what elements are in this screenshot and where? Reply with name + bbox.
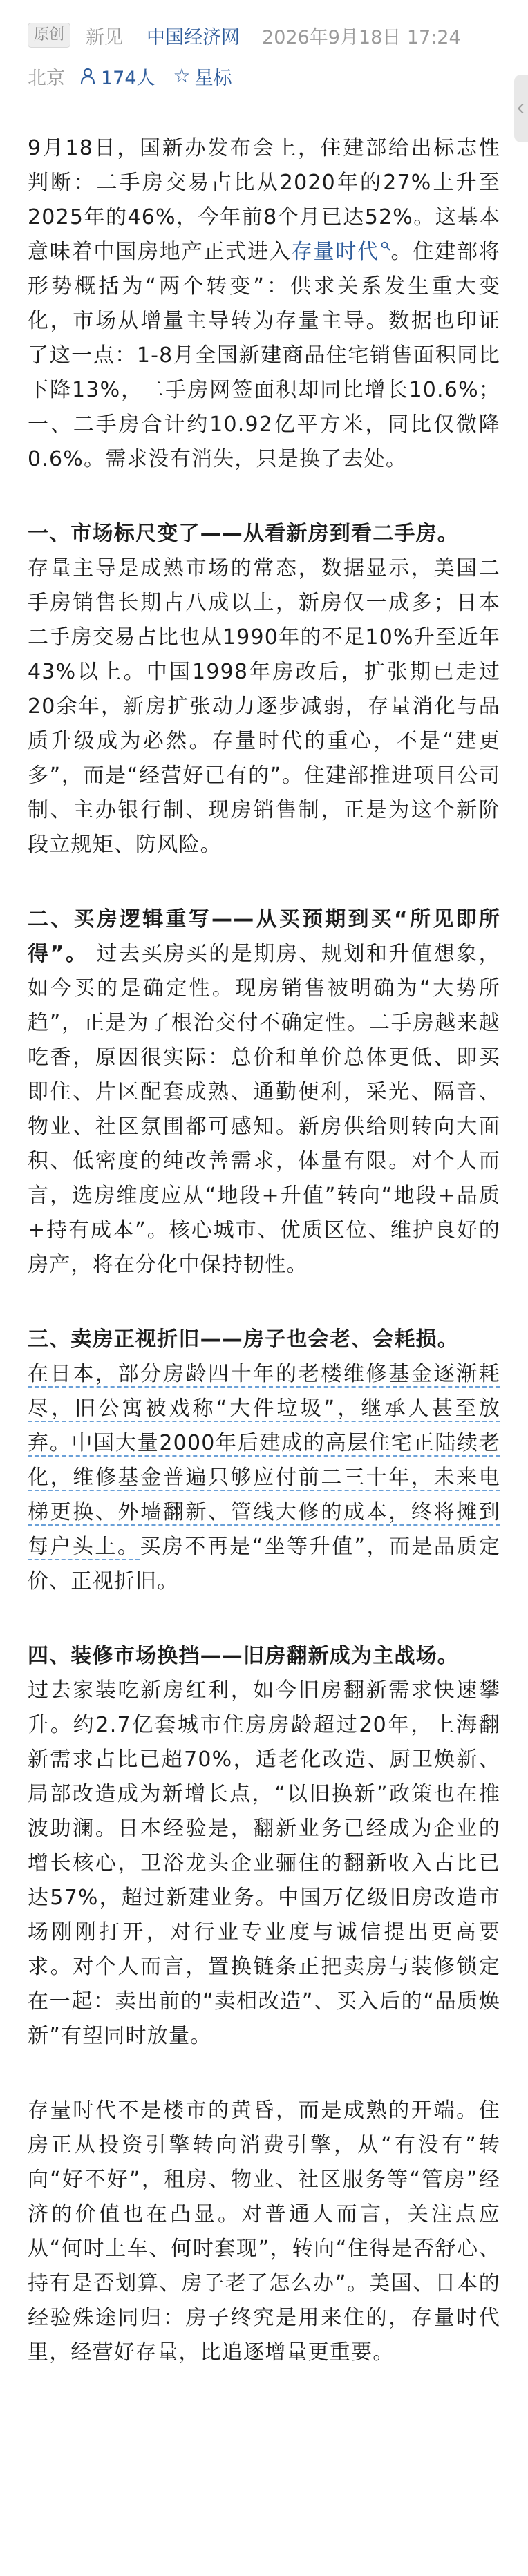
paragraph-section-1	[28, 517, 500, 862]
paragraph-section-2	[28, 902, 500, 1282]
location-label: 北京	[28, 67, 65, 89]
person-icon	[80, 68, 95, 84]
source-link[interactable]: 中国经济网	[147, 26, 241, 48]
section-3-rest: 买房不再是“坐等升值”，而是品质定价、正视折旧。	[28, 1535, 501, 1593]
intro-text-a: 9月18日，国新办发布会上，住建部给出标志性判断：二手房交易占比从2020年的27%上升至2025年的46%，今年前8个月已达52%。这基本意味着中国房地产正式进入	[28, 136, 500, 264]
section-1-body: 存量主导是成熟市场的常态，数据显示，美国二手房销售长期占八成以上，新房仅一成多；日本二手房交易占比也从1990年的不足10%升至近年43%以上。中国1998年房改后，扩张期已走过20余年，新房扩张动力逐步减弱，存量消化与品质升级成为必然。存量时代的重心，不是“建更多”，而是“经营好已有的”。住建部推进项目公司制、主办银行制、现房销售制，正是为这个新阶段立规矩、防风险。	[28, 556, 500, 857]
article-body	[28, 131, 500, 2370]
intro-text-b: 。住建部将形势概括为“两个转变”：供求关系发生重大变化，市场从增量主导转为存量主导。数据也印证了这一点：1-8月全国新建商品住宅销售面积同比下降13%，二手房网签面积却同比增长10.6%；一、二手房合计约10.92亿平方米，同比仅微降0.6%。需求没有消失，只是换了去处。	[28, 240, 500, 471]
section-4-heading: 四、装修市场换挡——旧房翻新成为主战场。	[28, 1644, 459, 1668]
stock-era-link[interactable]	[292, 240, 390, 264]
stock-era-link-text: 存量时代	[291, 240, 379, 264]
search-icon	[381, 241, 390, 251]
channel-label: 新见	[86, 26, 124, 48]
section-2-heading: 二、买房逻辑重写——从买预期到买“所见即所得”。	[28, 907, 500, 966]
paragraph-intro	[28, 131, 500, 477]
original-badge: 原创	[28, 23, 70, 48]
section-2-body: 过去买房买的是期房、规划和升值想象，如今买的是确定性。现房销售被明确为“大势所趋”，正是为了根治交付不确定性。二手房越来越吃香，原因很实际：总价和单价总体更低、即买即住、片区配套成熟、通勤便利，采光、隔音、物业、社区氛围都可感知。新房供给则转向大面积、低密度的纯改善需求，体量有限。对个人而言，选房维度应从“地段+升值”转向“地段+品质+持有成本”。核心城市、优质区位、维护良好的房产，将在分化中保持韧性。	[28, 942, 500, 1277]
paragraph-section-4	[28, 1639, 500, 2054]
star-icon: ☆	[173, 64, 191, 87]
readers-count[interactable]	[80, 63, 155, 90]
closing-text: 存量时代不是楼市的黄昏，而是成熟的开端。住房正从投资引擎转向消费引擎，从“有没有”转向“好不好”，租房、物业、社区服务等“管房”经济的价值也在凸显。对普通人而言，关注点应从“何时上车、何时套现”，转向“住得是否舒心、持有是否划算、房子老了怎么办”。美国、日本的经验殊途同归：房子终究是用来住的，存量时代里，经营好存量，比追逐增量更重要。	[28, 2099, 500, 2365]
star-button[interactable]	[173, 63, 232, 90]
article-meta-row-2	[28, 61, 500, 91]
publish-time: 2026年9月18日 17:24	[262, 26, 461, 48]
section-3-heading: 三、卖房正视折旧——房子也会老、会耗损。	[28, 1327, 459, 1352]
section-4-body: 过去家装吃新房红利，如今旧房翻新需求快速攀升。约2.7亿套城市住房房龄超过20年，上海翻新需求占比已超70%，适老化改造、厨卫焕新、局部改造成为新增长点，“以旧换新”政策也在推波助澜。日本经验是，翻新业务已经成为企业的增长核心，卫浴龙头企业骊住的翻新收入占比已达57%，超过新建业务。中国万亿级旧房改造市场刚刚打开，对行业专业度与诚信提出更高要求。对个人而言，置换链条正把卖房与装修锁定在一起：卖出前的“卖相改造”、买入后的“品质焕新”有望同时放量。	[28, 1678, 500, 2048]
star-label: 星标	[194, 67, 232, 89]
article-meta-row	[28, 19, 500, 51]
section-1-heading: 一、市场标尺变了——从看新房到看二手房。	[28, 522, 459, 546]
section-3-highlighted-text[interactable]: 在日本，部分房龄四十年的老楼维修基金逐渐耗尽，旧公寓被戏称“大件垃圾”，继承人甚至放弃。中国大量2000年后建成的高层住宅正陆续老化，维修基金普遍只够应付前二三十年，未来电梯更换、外墙翻新、管线大修的成本，终将摊到每户头上。	[28, 1362, 500, 1559]
paragraph-section-3	[28, 1323, 500, 1599]
article-page	[0, 19, 528, 2452]
side-drawer-handle[interactable]	[514, 75, 528, 142]
paragraph-closing	[28, 2094, 500, 2370]
readers-count-text: 174人	[101, 67, 155, 89]
